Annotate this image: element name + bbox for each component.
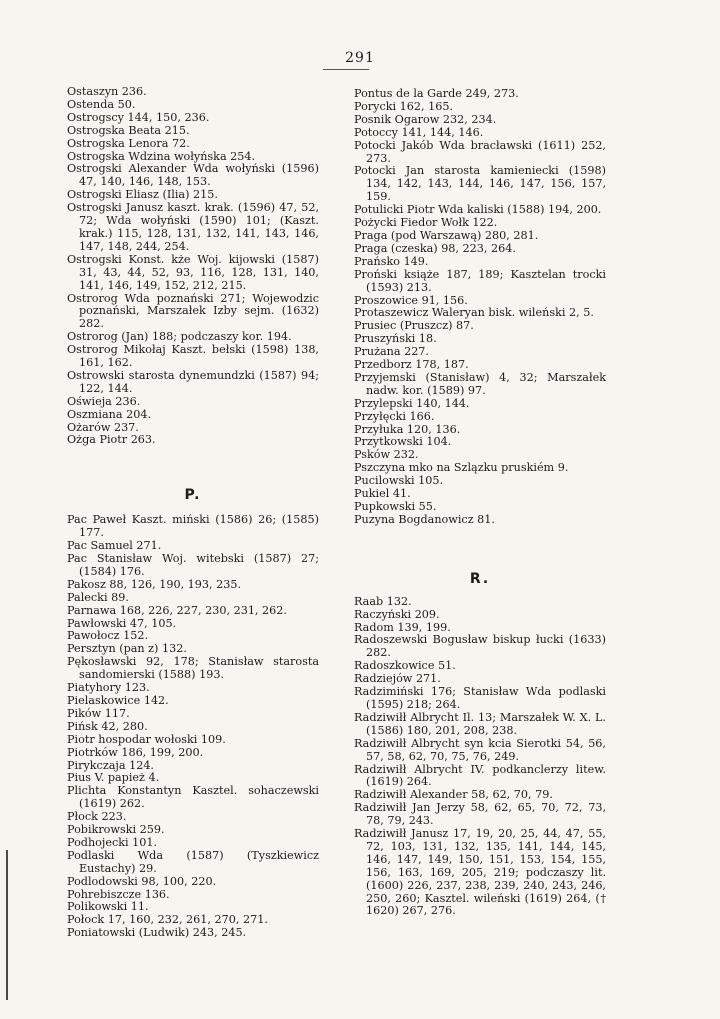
index-entry: Pupkowski 55.	[354, 500, 437, 513]
index-entry: Pius V. papież 4.	[67, 771, 160, 785]
index-entry: Przyłęcki 166.	[354, 409, 435, 423]
index-entry: Prużana 227.	[354, 345, 429, 359]
index-entry: Poniatowski (Ludwik) 243, 245.	[67, 926, 247, 940]
index-entry: Pożycki Fiedor Wołk 122.	[354, 216, 498, 230]
index-entry: Podhojecki 101.	[67, 835, 158, 849]
index-entry: Radziwiłł Albrycht syn kcia Sierotki 54, 56, 57, 58, 62, 70, 75, 76, 249.	[354, 736, 606, 763]
left-column	[67, 86, 319, 940]
index-entry: Pukiel 41.	[354, 487, 411, 501]
index-entry: Ostaszyn 236.	[67, 85, 147, 98]
index-entry: Radziwiłł Alexander 58, 62, 70, 79.	[354, 788, 553, 802]
index-entry: Pękosławski 92, 178; Stanisław starosta sandomierski (1588) 193.	[67, 655, 319, 682]
page-number: 291	[345, 50, 375, 66]
index-entry: Potulicki Piotr Wda kaliski (1588) 194, 200.	[354, 203, 602, 217]
index-entry: Proszowice 91, 156.	[354, 293, 468, 307]
index-entry: Pielaskowice 142.	[67, 693, 169, 707]
index-entry: Pac Paweł Kaszt. miński (1586) 26; (1585) 177.	[67, 513, 319, 540]
index-entry: Radoszewski Bogusław biskup łucki (1633) 282.	[354, 633, 606, 660]
index-entry: Pruszyński 18.	[354, 332, 437, 346]
index-entry: Ostrorog Mikołaj Kaszt. bełski (1598) 138, 161, 162.	[67, 343, 319, 370]
index-entry: Pucilowski 105.	[354, 474, 444, 488]
index-list-p	[67, 514, 319, 940]
index-entry: Oświeja 236.	[67, 394, 141, 408]
index-entry: Pawołocz 152.	[67, 629, 148, 643]
index-entry: Ostrorog (Jan) 188; podczaszy kor. 194.	[67, 330, 292, 344]
index-entry: Ożarów 237.	[67, 420, 139, 434]
index-entry: Ostrogska Lenora 72.	[67, 136, 190, 150]
index-entry: Pontus de la Garde 249, 273.	[354, 87, 519, 100]
index-entry: Przedborz 178, 187.	[354, 358, 469, 372]
index-list-r	[354, 596, 606, 919]
section-letter-p: P.	[184, 487, 202, 504]
index-entry: Ostrogscy 144, 150, 236.	[67, 110, 210, 124]
index-entry: Radziwiłł Albrycht IV. podkanclerzy litew. (1619) 264.	[354, 762, 606, 789]
index-entry: Pszczyna mko na Szlązku pruskiém 9.	[354, 461, 569, 475]
page-number-rule	[323, 69, 369, 70]
index-entry: Piatyhory 123.	[67, 681, 150, 695]
index-entry: Psków 232.	[354, 448, 419, 462]
index-entry: Pohrebiszcze 136.	[67, 887, 170, 901]
section-letter-r: R.	[469, 570, 491, 587]
index-entry: Radziejów 271.	[354, 672, 441, 686]
index-entry: Płock 223.	[67, 810, 127, 824]
index-entry: Praga (pod Warszawą) 280, 281.	[354, 228, 539, 242]
index-entry: Pac Stanisław Woj. witebski (1587) 27; (1584) 176.	[67, 552, 319, 578]
index-entry: Proński książe 187, 189; Kasztelan trocki (1593) 213.	[354, 267, 606, 294]
index-entry: Ostrogski Alexander Wda wołyński (1596) 47, 140, 146, 148, 153.	[67, 162, 319, 189]
index-entry: Polikowski 11.	[67, 900, 149, 914]
index-entry: Ostrogski Janusz kaszt. krak. (1596) 47, 52, 72; Wda wołyński (1590) 101; (Kaszt. krak.) 115, 128, 131, 132, 141, 143, 146, 147, 148, 244, 254.	[67, 201, 319, 253]
index-entry: Przyjemski (Stanisław) 4, 32; Marszałek nadw. kor. (1589) 97.	[354, 370, 606, 397]
index-entry: Ostrogska Wdzina wołyńska 254.	[67, 149, 256, 163]
index-entry: Raczyński 209.	[354, 607, 440, 621]
index-entry: Persztyn (pan z) 132.	[67, 642, 187, 656]
index-entry: Praga (czeska) 98, 223, 264.	[354, 241, 516, 255]
index-entry: Ostenda 50.	[67, 97, 136, 111]
index-entry: Pińsk 42, 280.	[67, 719, 148, 733]
index-entry: Pików 117.	[67, 706, 130, 720]
index-entry: Radom 139, 199.	[354, 620, 451, 634]
index-entry: Prusiec (Pruszcz) 87.	[354, 319, 474, 333]
index-list-o	[67, 86, 319, 447]
index-entry: Radziwiłł Jan Jerzy 58, 62, 65, 70, 72, 73, 78, 79, 243.	[354, 801, 606, 828]
index-entry: Ostrogski Konst. kże Woj. kijowski (1587) 31, 43, 44, 52, 93, 116, 128, 131, 140, 141, 146, 149, 152, 212, 215.	[67, 252, 319, 292]
index-entry: Piotr hospodar wołoski 109.	[67, 732, 226, 746]
index-entry: Parnawa 168, 226, 227, 230, 231, 262.	[67, 603, 287, 617]
index-list-p-continued	[354, 88, 606, 527]
index-entry: Ożga Piotr 263.	[67, 433, 156, 447]
index-entry: Oszmiana 204.	[67, 407, 152, 421]
index-entry: Przyłuka 120, 136.	[354, 422, 461, 436]
index-entry: Ostrogski Eliasz (Ilia) 215.	[67, 188, 218, 202]
index-entry: Połock 17, 160, 232, 261, 270, 271.	[67, 913, 268, 927]
index-entry: Ostrogska Beata 215.	[67, 123, 190, 137]
index-entry: Przytkowski 104.	[354, 435, 452, 449]
index-entry: Podlaski Wda (1587) (Tyszkiewicz Eustachy) 29.	[67, 848, 319, 875]
index-entry: Radzimiński 176; Stanisław Wda podlaski (1595) 218; 264.	[354, 685, 606, 711]
binding-edge	[6, 850, 8, 1000]
index-entry: Potoccy 141, 144, 146.	[354, 125, 484, 139]
index-entry: Potocki Jakób Wda bracławski (1611) 252, 273.	[354, 138, 606, 165]
index-entry: Radoszkowice 51.	[354, 659, 456, 673]
right-column	[354, 88, 606, 918]
index-entry: Palecki 89.	[67, 590, 129, 604]
index-entry: Posnik Ogarow 232, 234.	[354, 112, 497, 126]
index-entry: Podlodowski 98, 100, 220.	[67, 874, 217, 888]
index-entry: Protaszewicz Waleryan bisk. wileński 2, 5.	[354, 306, 594, 320]
index-entry: Radziwiłł Albrycht Il. 13; Marszałek W. X. L. (1586) 180, 201, 208, 238.	[354, 710, 606, 737]
index-entry: Radziwiłł Janusz 17, 19, 20, 25, 44, 47, 55, 72, 103, 131, 132, 135, 141, 144, 145, 146, 147, 149, 150, 151, 153, 154, 155, 156, 163, 169, 205, 219; podczaszy lit. (1600) 226, 237, 238, 239, 240, 243, 246, 250, 260; Kasztel. wileński (1619) 264, († 1620) 267, 276.	[354, 827, 606, 918]
index-entry: Porycki 162, 165.	[354, 99, 454, 113]
index-entry: Ostrorog Wda poznański 271; Wojewodzic poznański, Marszałek Izby sejm. (1632) 282.	[67, 291, 319, 331]
index-entry: Piotrków 186, 199, 200.	[67, 745, 204, 759]
index-entry: Pac Samuel 271.	[67, 539, 162, 553]
index-entry: Puzyna Bogdanowicz 81.	[354, 512, 495, 526]
index-entry: Plichta Konstantyn Kasztel. sohaczewski (1619) 262.	[67, 784, 319, 811]
index-entry: Potocki Jan starosta kamieniecki (1598) 134, 142, 143, 144, 146, 147, 156, 157, 159.	[354, 164, 606, 204]
index-entry: Pawłowski 47, 105.	[67, 616, 177, 630]
index-entry: Pobikrowski 259.	[67, 823, 165, 837]
index-entry: Prańsko 149.	[354, 254, 429, 268]
index-entry: Pirykczaja 124.	[67, 758, 154, 772]
index-entry: Pakosz 88, 126, 190, 193, 235.	[67, 577, 242, 591]
index-entry: Ostrowski starosta dynemundzki (1587) 94; 122, 144.	[67, 368, 319, 395]
index-entry: Raab 132.	[354, 594, 412, 608]
index-entry: Przylepski 140, 144.	[354, 396, 470, 410]
